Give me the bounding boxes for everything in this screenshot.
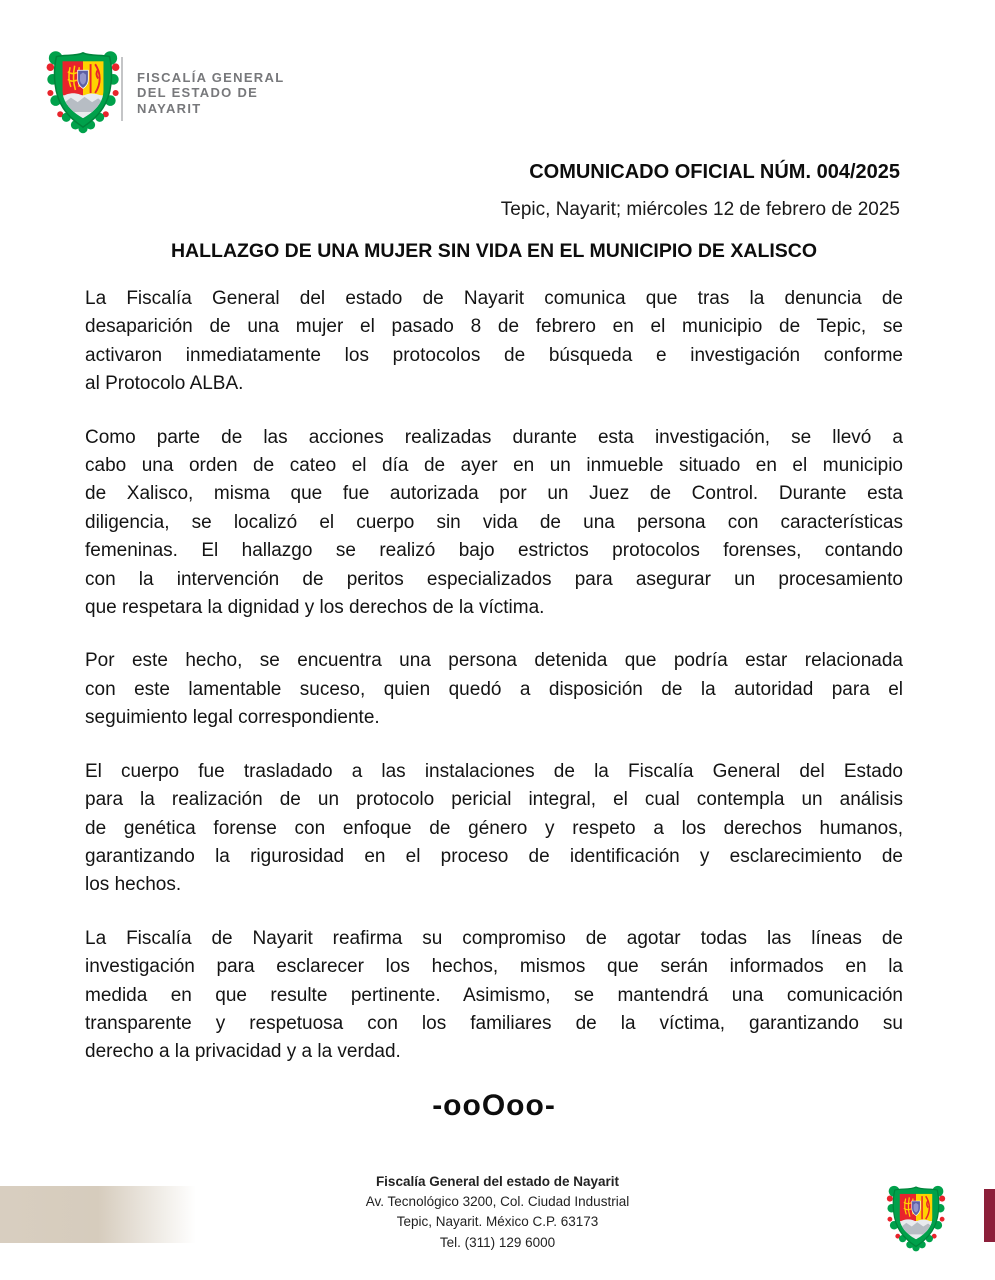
- footer-address-line2: Tepic, Nayarit. México C.P. 63173: [396, 1214, 599, 1230]
- document-headline: HALLAZGO DE UNA MUJER SIN VIDA EN EL MUNICIPIO DE XALISCO: [170, 240, 818, 262]
- paragraph-5: La Fiscalía de Nayarit reafirma su compromiso de agotar todas las líneas de investigación para esclarecer los hechos, mismos que serán informados en la medida en que resulte pertinente. Asimismo, se mantendrá una comunicación transparente y respetuosa con los familiares de la víctima, garantizando su derecho a la privacidad y a la verdad.: [85, 927, 903, 1063]
- paragraph-1: La Fiscalía General del estado de Nayarit comunica que tras la denuncia de desaparición de una mujer el pasado 8 de febrero en el municipio de Tepic, se activaron inmediatamente los protocolos de búsqueda e investigación conforme al Protocolo ALBA.: [85, 288, 903, 395]
- paragraph-2: Como parte de las acciones realizadas durante esta investigación, se llevó a cabo una orden de cateo el día de ayer en un inmueble situado en el municipio de Xalisco, misma que fue autorizada por un Juez de Control. Durante esta diligencia, se localizó el cuerpo sin vida de una persona con características femeninas. El hallazgo se realizó bajo estrictos protocolos forenses, contando con la intervención de peritos especializados para asegurar un procesamiento que respetara la dignidad y los derechos de la víctima.: [85, 426, 903, 619]
- brand-divider: [121, 57, 123, 121]
- footer-address-line1: Av. Tecnológico 3200, Col. Ciudad Industrial: [365, 1194, 630, 1210]
- comunicado-title: COMUNICADO OFICIAL NÚM. 004/2025: [529, 161, 900, 183]
- brand-org-name: FISCALÍA GENERAL DEL ESTADO DE NAYARIT: [137, 70, 285, 116]
- nayarit-coat-of-arms-icon-footer: [885, 1184, 947, 1252]
- footer-contact-block: [0, 1172, 995, 1253]
- footer-org-name: Fiscalía General del estado de Nayarit: [375, 1174, 620, 1189]
- footer-phone: Tel. (311) 129 6000: [439, 1234, 556, 1250]
- paragraph-4: El cuerpo fue trasladado a las instalaciones de la Fiscalía General del Estado para la realización de un protocolo pericial integral, el cual contempla un análisis de genética forense con enfoque de género y respeto a los derechos humanos, garantizando la rigurosidad en el proceso de identificación y esclarecimiento de los hechos.: [85, 760, 903, 896]
- nayarit-coat-of-arms-icon: [45, 49, 121, 134]
- closing-mark: -ooOoo-: [432, 1088, 556, 1122]
- document-body: [85, 285, 903, 1120]
- footer-maroon-bar: [984, 1189, 995, 1242]
- dateline: Tepic, Nayarit; miércoles 12 de febrero de 2025: [500, 199, 900, 220]
- paragraph-3: Por este hecho, se encuentra una persona detenida que podría estar relacionada con este lamentable suceso, quien quedó a disposición de la autoridad para el seguimiento legal correspondiente.: [85, 650, 903, 729]
